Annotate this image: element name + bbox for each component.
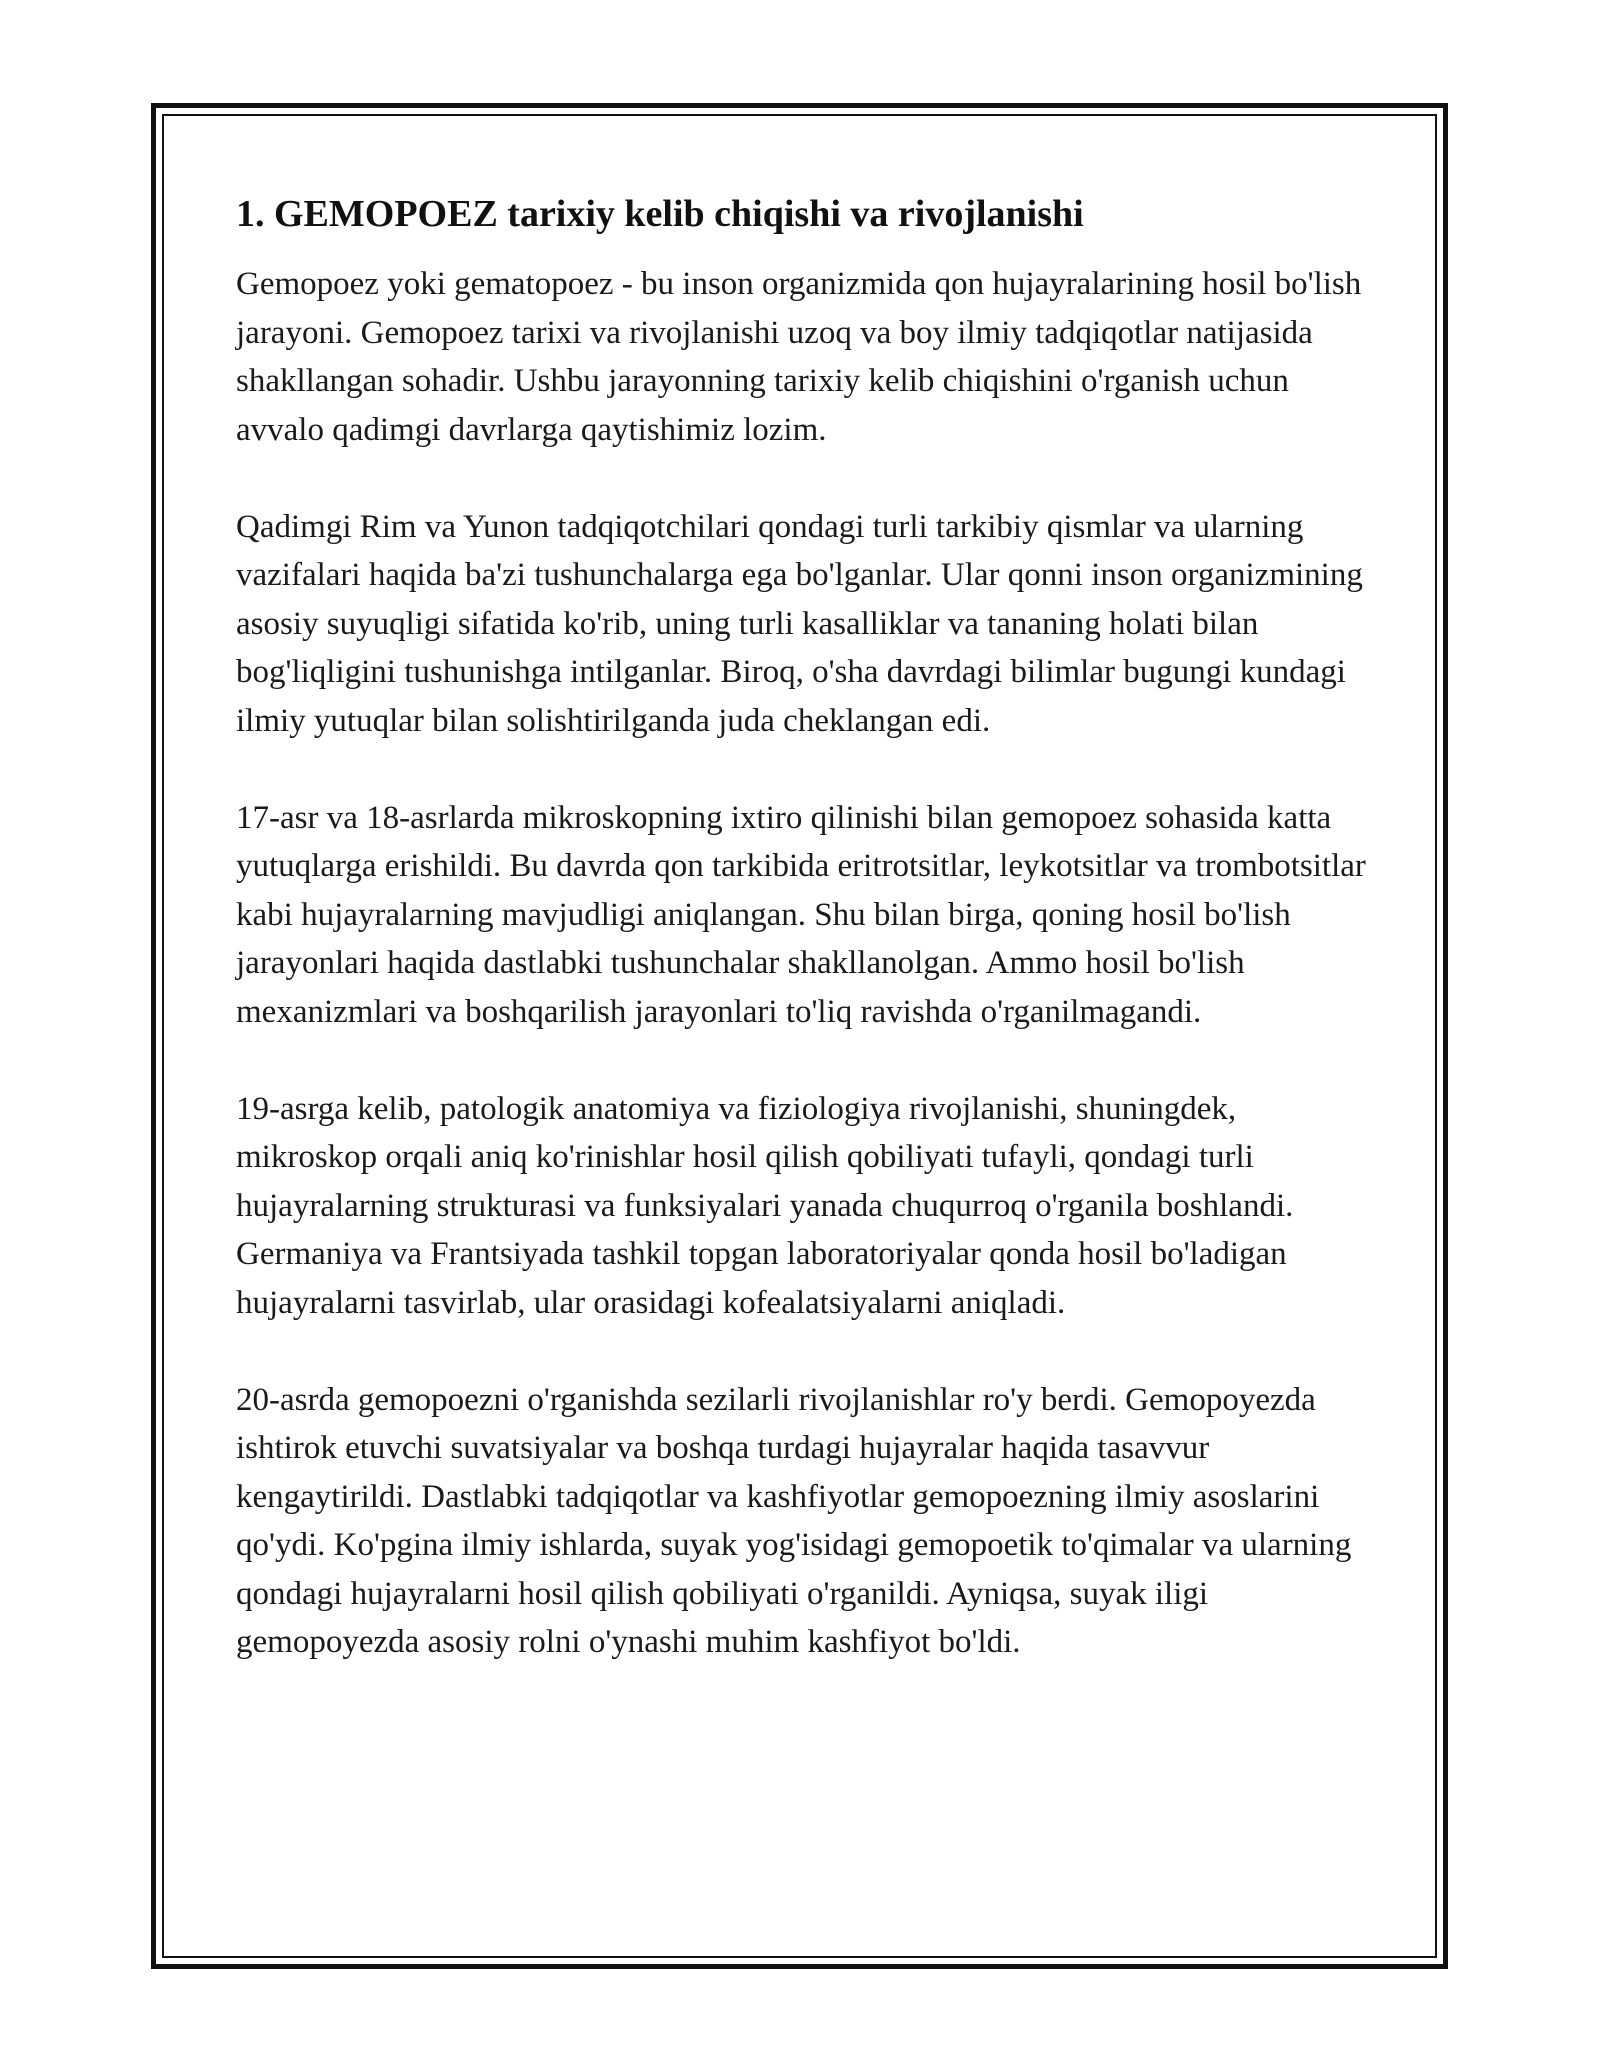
paragraph-intro: Gemopoez yoki gematopoez - bu inson organizmida qon hujayralarining hosil bo'lish jarayoni. Gemopoez tarixi va rivojlanishi uzoq va boy ilmiy tadqiqotlar natijasida shakllangan sohadir. Ushbu jarayonning tarixiy kelib chiqishini o'rganish uchun avvalo qadimgi davrlarga qaytishimiz lozim.: [236, 266, 1362, 448]
document-body: [236, 190, 1376, 1715]
section-heading: 1. GEMOPOEZ tarixiy kelib chiqishi va rivojlanishi: [236, 193, 1084, 235]
paragraph-20-century: 20-asrda gemopoezni o'rganishda sezilarli rivojlanishlar ro'y berdi. Gemopoyezda ishtirok etuvchi suvatsiyalar va boshqa turdagi hujayralar haqida tasavvur kengaytirildi. Dastlabki tadqiqotlar va kashfiyotlar gemopoezning ilmiy asoslarini qo'ydi. Ko'pgina ilmiy ishlarda, suyak yog'isidagi gemopoetik to'qimalar va ularning qondagi hujayralarni hosil qilish qobiliyati o'rganildi. Ayniqsa, suyak iligi gemopoyezda asosiy rolni o'ynashi muhim kashfiyot bo'ldi.: [236, 1381, 1352, 1660]
paragraph-ancient: Qadimgi Rim va Yunon tadqiqotchilari qondagi turli tarkibiy qismlar va ularning vazifalari haqida ba'zi tushunchalarga ega bo'lganlar. Ular qonni inson organizmining asosiy suyuqligi sifatida ko'rib, uning turli kasalliklar va tananing holati bilan bog'liqligini tushunishga intilganlar. Biroq, o'sha davrdagi bilimlar bugungi kundagi ilmiy yutuqlar bilan solishtirilganda juda cheklangan edi.: [236, 508, 1363, 739]
paragraph-19-century: 19-asrga kelib, patologik anatomiya va fiziologiya rivojlanishi, shuningdek, mikroskop orqali aniq ko'rinishlar hosil qilish qobiliyati tufayli, qondagi turli hujayralarning strukturasi va funksiyalari yanada chuqurroq o'rganila boshlandi. Germaniya va Frantsiyada tashkil topgan laboratoriyalar qonda hosil bo'ladigan hujayralarni tasvirlab, ular orasidagi kofealatsiyalarni aniqladi.: [236, 1090, 1294, 1321]
paragraph-17-18-century: 17-asr va 18-asrlarda mikroskopning ixtiro qilinishi bilan gemopoez sohasida katta yutuqlarga erishildi. Bu davrda qon tarkibida eritrotsitlar, leykotsitlar va trombotsitlar kabi hujayralarning mavjudligi aniqlangan. Shu bilan birga, qoning hosil bo'lish jarayonlari haqida dastlabki tushunchalar shakllanolgan. Ammo hosil bo'lish mexanizmlari va boshqarilish jarayonlari to'liq ravishda o'rganilmagandi.: [236, 799, 1366, 1030]
